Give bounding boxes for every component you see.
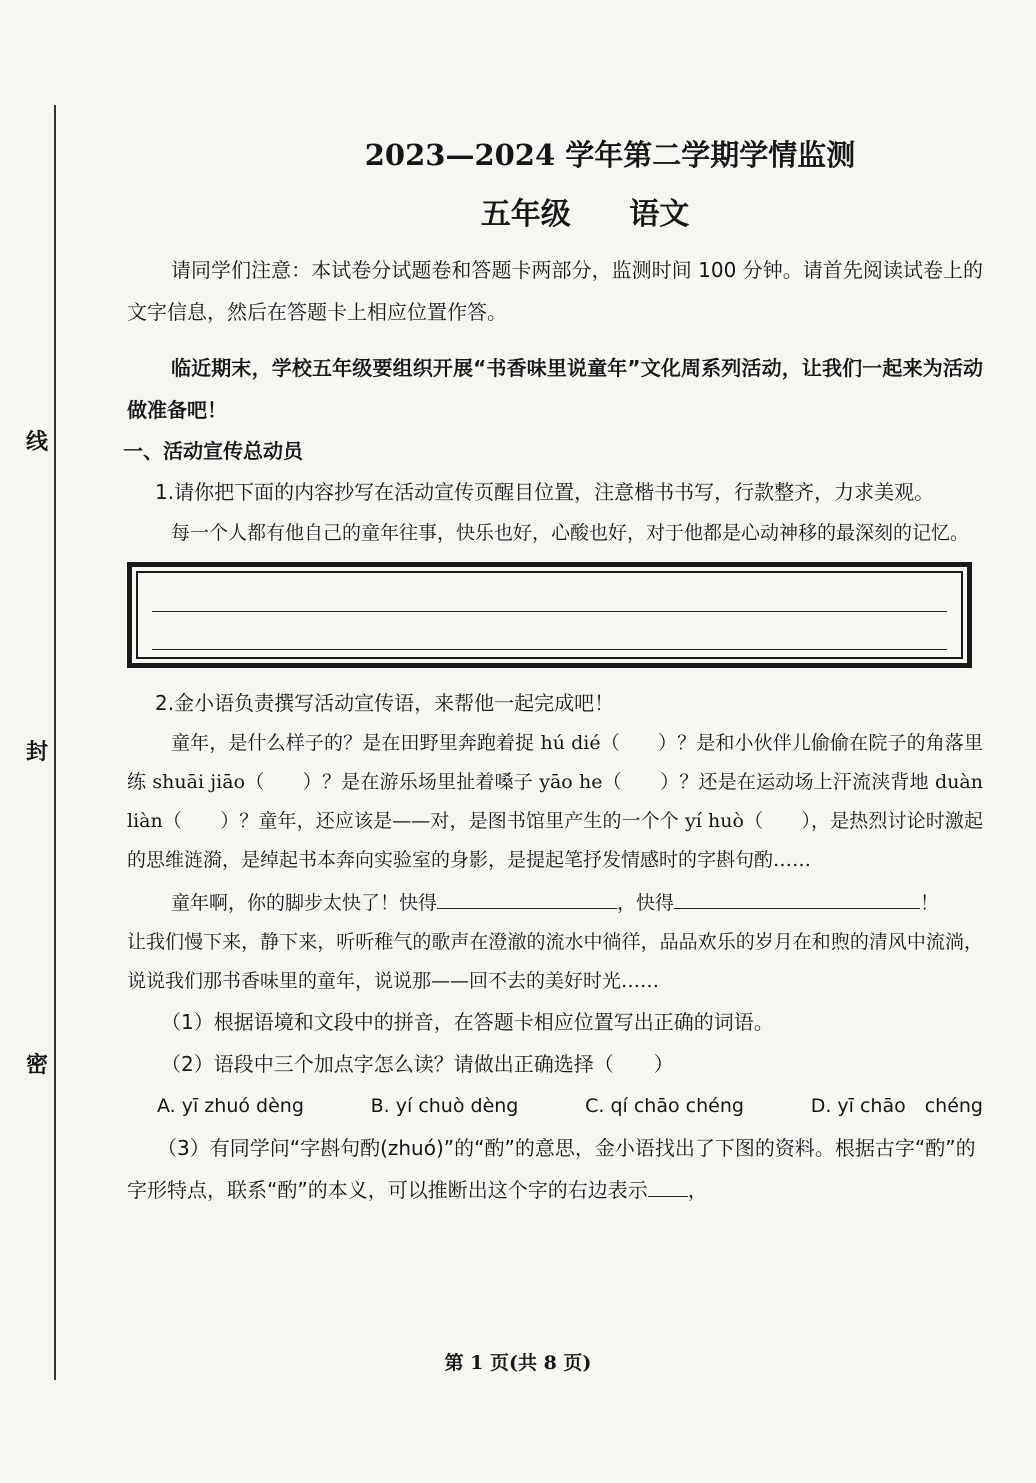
passage-2-continued: 让我们慢下来，静下来，听听稚气的歌声在澄澈的流水中徜徉，品品欢乐的岁月在和煦的清风中流淌，说说我们那书香味里的童年，说说那——回不去的美好时光…… [127,931,983,992]
writing-line-1 [152,611,947,612]
question-1: 1.请你把下面的内容抄写在活动宣传页醒目位置，注意楷书书写，行款整齐，力求美观。 [155,480,935,504]
margin-label-xian: 线 [26,430,49,455]
exam-page [123,135,1003,1211]
notice-text: 请同学们注意：本试卷分试题卷和答题卡两部分，监测时间 100 分钟。请首先阅读试卷上的文字信息，然后在答题卡上相应位置作答。 [127,258,983,324]
subject-label: 语文 [629,197,690,232]
passage-2-part-a: 童年啊，你的脚步太快了！快得 [171,892,438,914]
subquestion-3-tail: ， [687,1178,708,1202]
copy-writing-frame [127,562,972,668]
option-c[interactable]: C. qí chāo chéng [585,1095,744,1117]
fill-blank-2[interactable] [674,887,920,909]
intro-text: 临近期末，学校五年级要组织开展“书香味里说童年”文化周系列活动，让我们一起来为活动做准备吧！ [127,356,983,422]
passage-1: 童年，是什么样子的？是在田野里奔跑着捉 hú dié（ ）？是和小伙伴儿偷偷在院子的角落里练 shuāi jiāo（ ）？是在游乐场里扯着嗓子 yāo he（ ）？还是在运动场上汗流浃背地 duàn liàn（ ）？童年，还应该是——对，是图书馆里产生的一个个 yí huò（ ），是热烈讨论时激起的思维涟漪，是绰起书本奔向实验室的身影，是提起笔抒发情感时的字斟句酌…… [127,732,1003,871]
writing-line-2 [152,649,947,650]
subquestion-2-options [127,1085,983,1127]
copy-writing-area[interactable] [136,571,963,659]
subquestion-1: （1）根据语境和文段中的拼音，在答题卡相应位置写出正确的词语。 [161,1010,774,1034]
passage-2-part-b: ，快得 [617,892,675,914]
passage-2 [127,884,983,923]
subquestion-2: （2）语段中三个加点字怎么读？请做出正确选择（ ） [161,1052,674,1076]
section1-heading: 一、活动宣传总动员 [123,439,303,463]
passage-2-part-c: ！ [920,892,940,914]
subquestion-3 [127,1127,983,1211]
fill-blank-1[interactable] [437,887,617,909]
margin-label-mi: 密 [26,1053,49,1078]
question-2: 2.金小语负责撰写活动宣传语，来帮他一起完成吧！ [155,691,615,715]
subquestion-3-text: （3）有同学问“字斟句酌(zhuó)”的“酌”的意思，金小语找出了下图的资料。根据古字“酌”的字形特点，联系“酌”的本义，可以推断出这个字的右边表示 [127,1136,976,1202]
binding-margin-line [54,105,56,1380]
option-b[interactable]: B. yí chuò dèng [370,1095,519,1117]
margin-label-feng: 封 [26,740,49,765]
page-footer: 第 1 页(共 8 页) [444,1352,592,1374]
exam-title: 2023—2024 学年第二学期学情监测 [364,138,856,172]
option-a[interactable]: A. yī zhuó dèng [157,1095,304,1117]
question-1-copy-text: 每一个人都有他自己的童年往事，快乐也好，心酸也好，对于他都是心动神移的最深刻的记忆。 [171,522,970,544]
exam-subtitle [127,195,983,235]
fill-blank-3[interactable] [648,1174,688,1197]
option-d[interactable]: D. yī chāo chéng [810,1095,983,1117]
grade-label: 五年级 [480,197,571,232]
